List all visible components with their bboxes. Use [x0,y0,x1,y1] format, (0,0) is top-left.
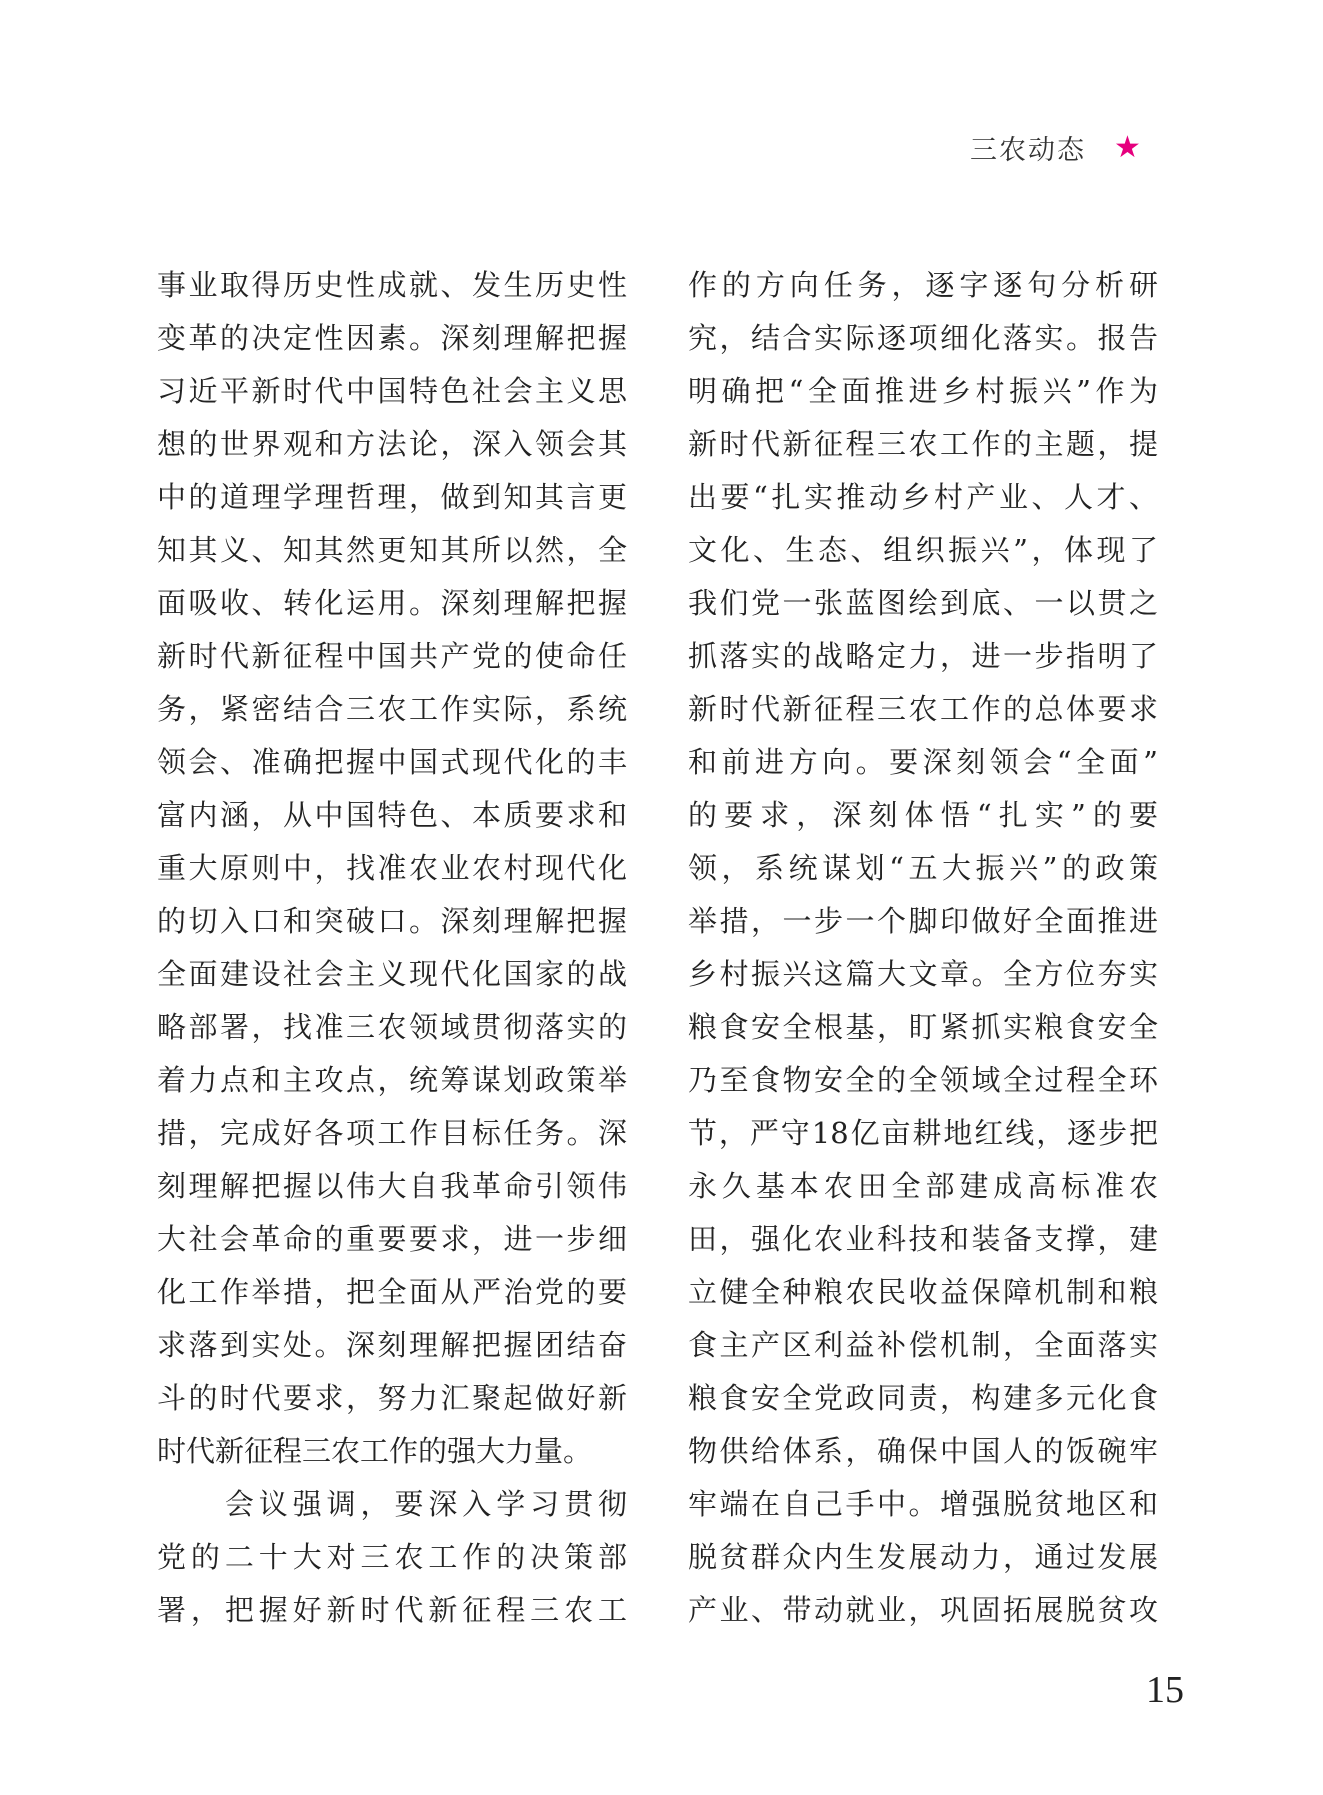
text-line: 富内涵，从中国特色、本质要求和 [157,798,627,832]
text-line: 作的方向任务，逐字逐句分析研 [688,268,1158,302]
text-line: 究，结合实际逐项细化落实。报告 [688,321,1158,355]
text-line: 全面建设社会主义现代化国家的战 [157,957,627,991]
text-line: 中的道理学理哲理，做到知其言更 [157,480,627,514]
text-line: 习近平新时代中国特色社会主义思 [157,374,627,408]
text-line: 抓落实的战略定力，进一步指明了 [688,639,1158,673]
text-line: 面吸收、转化运用。深刻理解把握 [157,586,627,620]
text-line: 出要“扎实推动乡村产业、人才、 [688,480,1158,514]
text-line: 产业、带动就业，巩固拓展脱贫攻 [688,1593,1158,1627]
text-line: 脱贫群众内生发展动力，通过发展 [688,1540,1158,1574]
text-line: 领，系统谋划“五大振兴”的政策 [688,851,1158,885]
section-header [970,128,1141,167]
text-line: 措，完成好各项工作目标任务。深 [157,1116,627,1150]
text-line: 事业取得历史性成就、发生历史性 [157,268,627,302]
text-line: 和前进方向。要深刻领会“全面” [688,745,1158,779]
text-line: 着力点和主攻点，统筹谋划政策举 [157,1063,627,1097]
text-line: 化工作举措，把全面从严治党的要 [157,1275,627,1309]
text-line: 永久基本农田全部建成高标准农 [688,1169,1158,1203]
text-line: 新时代新征程三农工作的总体要求 [688,692,1158,726]
text-line: 田，强化农业科技和装备支撑，建 [688,1222,1158,1256]
text-line: 会议强调，要深入学习贯彻 [157,1487,627,1521]
text-line: 的要求，深刻体悟“扎实”的要 [688,798,1158,832]
section-title: 三农动态 [970,135,1086,166]
text-line: 食主产区利益补偿机制，全面落实 [688,1328,1158,1362]
text-line: 署，把握好新时代新征程三农工 [157,1593,627,1627]
text-line: 略部署，找准三农领域贯彻落实的 [157,1010,627,1044]
text-line: 知其义、知其然更知其所以然，全 [157,533,627,567]
text-line: 领会、准确把握中国式现代化的丰 [157,745,627,779]
text-line: 我们党一张蓝图绘到底、一以贯之 [688,586,1158,620]
page-number: 15 [1146,1669,1184,1711]
text-line: 的切入口和突破口。深刻理解把握 [157,904,627,938]
text-line: 节，严守18亿亩耕地红线，逐步把 [688,1116,1158,1150]
text-line: 乡村振兴这篇大文章。全方位夯实 [688,957,1158,991]
text-line: 刻理解把握以伟大自我革命引领伟 [157,1169,627,1203]
text-line: 新时代新征程中国共产党的使命任 [157,639,627,673]
text-line: 重大原则中，找准农业农村现代化 [157,851,627,885]
text-line: 变革的决定性因素。深刻理解把握 [157,321,627,355]
text-line: 想的世界观和方法论，深入领会其 [157,427,627,461]
text-line: 求落到实处。深刻理解把握团结奋 [157,1328,627,1362]
text-line: 粮食安全根基，盯紧抓实粮食安全 [688,1010,1158,1044]
text-line: 新时代新征程三农工作的主题，提 [688,427,1158,461]
text-line: 时代新征程三农工作的强大力量。 [157,1434,593,1468]
text-line: 党的二十大对三农工作的决策部 [157,1540,627,1574]
left-text-column [157,259,627,1637]
text-line: 牢端在自己手中。增强脱贫地区和 [688,1487,1158,1521]
text-line: 斗的时代要求，努力汇聚起做好新 [157,1381,627,1415]
text-line: 务，紧密结合三农工作实际，系统 [157,692,627,726]
text-line: 物供给体系，确保中国人的饭碗牢 [688,1434,1158,1468]
text-line: 明确把“全面推进乡村振兴”作为 [688,374,1158,408]
text-line: 乃至食物安全的全领域全过程全环 [688,1063,1158,1097]
right-text-column [688,259,1158,1637]
text-line: 粮食安全党政同责，构建多元化食 [688,1381,1158,1415]
text-line: 文化、生态、组织振兴”，体现了 [688,533,1158,567]
text-line: 举措，一步一个脚印做好全面推进 [688,904,1158,938]
star-icon: ★ [1114,129,1141,165]
text-line: 大社会革命的重要要求，进一步细 [157,1222,627,1256]
text-line: 立健全种粮农民收益保障机制和粮 [688,1275,1158,1309]
